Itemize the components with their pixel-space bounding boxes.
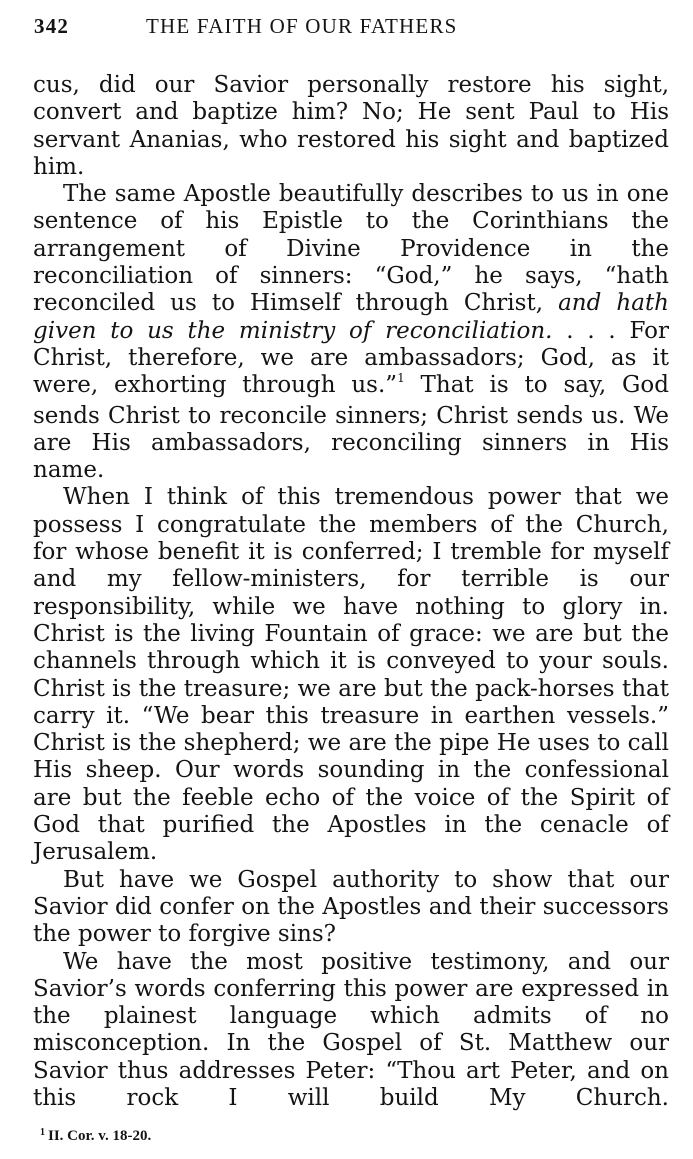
italic-text: and hath given to us the ministry of reconciliation. — [33, 290, 669, 344]
text-run: When I think of this tremendous power that we possess I congratulate the members of the Church, for whose benefit it is conferred; I tremble for myself and my fellow-ministers, for terrible is our responsibility, while we have nothing to glory in. Christ is the living Fountain of grace: we are but the channels through which it is conveyed to your souls. Christ is the treasure; we are but the pack-horses that carry it. “We bear this treasure in earthen vessels.” Christ is the shepherd; we are the pipe He uses to call His sheep. Our words sounding in the confessional are but the feeble echo of the voice of the Spirit of God that purified the Apostles in the cenacle of Jerusalem. — [33, 484, 669, 866]
text-run: That is to say, God sends Christ to reconcile sinners; Christ sends us. We are His ambassadors, reconciling sinners in His name. — [33, 372, 670, 484]
footnote — [40, 1128, 151, 1145]
paragraph-gospel-authority — [33, 867, 669, 949]
text-run: cus, did our Savior personally restore his sight, convert and baptize him? No; He sent Paul to His servant Ananias, who restored his sight and baptized him. — [33, 72, 669, 180]
paragraph-ministry — [33, 181, 669, 484]
text-run: We have the most positive testimony, and our Savior’s words conferring this power are expressed in the plainest language which admits of no misconception. In the Gospel of St. Matthew our Savior thus addresses Peter: “Thou art Peter, and on this rock I will build My Church. — [33, 948, 669, 1111]
running-title: THE FAITH OF OUR FATHERS — [146, 14, 458, 38]
page-number: 342 — [34, 14, 70, 38]
footnote-text: II. Cor. v. 18-20. — [48, 1128, 152, 1144]
text-run: But have we Gospel authority to show that our Savior did confer on the Apostles and their successors the power to forgive sins? — [33, 866, 669, 948]
body-text — [33, 72, 669, 1112]
footnote-marker: 1 — [40, 1127, 45, 1138]
paragraph-continuation — [33, 72, 669, 181]
paragraph-testimony — [33, 949, 669, 1113]
page-header — [34, 14, 666, 44]
paragraph-tremendous-power — [33, 484, 669, 866]
text-run: . . . For Christ, therefore, we are ambassadors; God, as it were, exhorting through us.” — [33, 317, 669, 399]
text-run: The same Apostle beautifully describes to us in one sentence of his Epistle to the Corinthians the arrangement of Divine Providence in the reconciliation of sinners: “God,” he says, “hath reconciled us to Himself through Christ, — [33, 181, 669, 317]
footnote-reference: 1 — [397, 371, 405, 386]
